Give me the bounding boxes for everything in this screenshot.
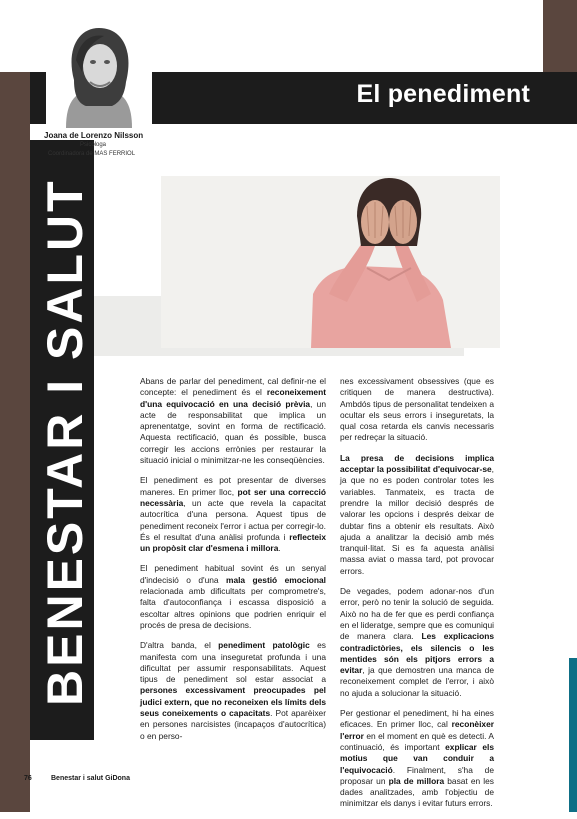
text-run: en el moment en què es detecti. A continuació, és important bbox=[340, 730, 494, 752]
text-run: El penediment habitual sovint és un senyal d'indecisió o d'una bbox=[140, 563, 326, 585]
paragraph bbox=[340, 708, 494, 810]
text-run: Per gestionar el penediment, hi ha eines eficaces. En primer lloc, cal bbox=[340, 708, 494, 730]
bold-text: reflecteix un propòsit clar d'esmena i millora bbox=[140, 531, 326, 554]
text-run: . bbox=[278, 543, 281, 554]
author-photo bbox=[46, 20, 152, 128]
paragraph bbox=[340, 586, 494, 699]
text-run: El penediment es pot presentar de diverses maneres. En primer lloc, bbox=[140, 475, 326, 497]
page-number: 76 bbox=[24, 775, 32, 782]
paragraph bbox=[340, 453, 494, 577]
paragraph bbox=[140, 640, 326, 742]
paragraph bbox=[140, 563, 326, 631]
text-run: , ja que demostren una manca de reconeixement complet de l'error, i això no ajuda a solucionar la situació. bbox=[340, 665, 494, 698]
text-run: relacionada amb dificultats per comprometre's, falta d'autoconfiança i escassa disposició a escoltar altres opinions que podrien enriquir el procés de presa de decisions. bbox=[140, 586, 326, 630]
text-run: De vegades, podem adonar-nos d'un error, però no tenir la solució de seguida. Això no ha de fer que es perdi confiança en el lideratge, sempre que es comuniqui de manera clara. bbox=[340, 586, 494, 642]
text-run: Abans de parlar del penediment, cal definir-ne el concepte: el penediment és el bbox=[140, 376, 326, 398]
text-run: D'altra banda, el bbox=[140, 640, 219, 651]
article-photo bbox=[161, 176, 500, 348]
text-run: . Pot aparèixer en persones narcisistes (incapaços d'autocrítica) o en perso- bbox=[140, 708, 326, 741]
text-run: , un acte de responsabilitat que implica un aprenentatge, sovint en forma de rectificació. Aquesta rectificació, quan és possible, busca corregir les accions errònies per restaurar la situació inicial o minimitzar-ne les conseqüències. bbox=[140, 398, 326, 466]
decorative-brown-band-left bbox=[0, 72, 30, 812]
author-name: Joana de Lorenzo Nilsson bbox=[44, 131, 144, 140]
bold-text: reconèixer l'error bbox=[340, 719, 494, 741]
paragraph bbox=[140, 376, 326, 466]
text-run: basat en les dades analitzades, amb l'objectiu de minimitzar els danys i evitar futurs errors. bbox=[340, 775, 494, 809]
author-organization: Coordinadora de MAS FERRIOL bbox=[48, 151, 136, 157]
bold-text: pot ser una correcció necessària bbox=[140, 486, 326, 508]
bold-text: mala gestió emocional bbox=[226, 574, 327, 585]
bold-text: penediment patològic bbox=[218, 640, 310, 651]
bold-text: pla de millora bbox=[388, 775, 445, 786]
bold-text: La presa de decisions implica acceptar la possibilitat d'equivocar-se bbox=[340, 452, 494, 475]
paragraph bbox=[140, 475, 326, 554]
article-column-right bbox=[340, 376, 494, 819]
text-run: nes excessivament obsessives (que es critiquen de manera destructiva). Ambdós tipus de personalitat tendeixen a ocultar els seus errors i inseguretats, la qual cosa retarda els canvis necessaris per redreçar la situació. bbox=[340, 376, 494, 443]
text-run: , ja que no es poden controlar totes les variables. Tanmateix, es tracta de prendre la millor decisió després de valorar les opcions i després deixar de dubtar fins a obtenir els resultats. Això ajuda a analitzar la decisió amb més tranquil·litat. Si es fa aquesta anàlisi massa aviat o massa tard, pot provocar errors. bbox=[340, 464, 494, 576]
paragraph bbox=[340, 376, 494, 444]
section-label: BENESTAR I SALUT bbox=[37, 178, 93, 706]
publication-name: Benestar i salut GiDona bbox=[51, 775, 130, 782]
bold-text: reconeixement d'una equivocació en una decisió prèvia bbox=[140, 387, 326, 409]
bold-text: explicar els motius que van conduir a l'equivocació bbox=[340, 741, 494, 775]
bold-text: persones excessivament preocupades pel judici extern, que no reconeixen els límits dels seus coneixements o capacitats bbox=[140, 685, 326, 719]
text-run: es manifesta com una inseguretat profunda i una dificultat per assumir responsabilitats. Aquest tipus de penediment sol estar associat a bbox=[140, 640, 326, 685]
text-run: , un acte que revela la capacitat autocrítica d'una persona. Aquest tipus de penediment reconeix l'error i actua per corregir-lo. És el resultat d'una anàlisi profunda i bbox=[140, 497, 326, 542]
article-column-left bbox=[140, 376, 326, 751]
author-role: Psicòloga bbox=[80, 142, 107, 148]
text-run: . Finalment, s'ha de proposar un bbox=[340, 764, 494, 786]
page-title: El penediment bbox=[356, 80, 530, 108]
bold-text: Les explicacions contradictòries, els silencis o les mentides són els pitjors errors a evitar bbox=[340, 631, 494, 676]
decorative-teal-strip bbox=[569, 658, 577, 812]
